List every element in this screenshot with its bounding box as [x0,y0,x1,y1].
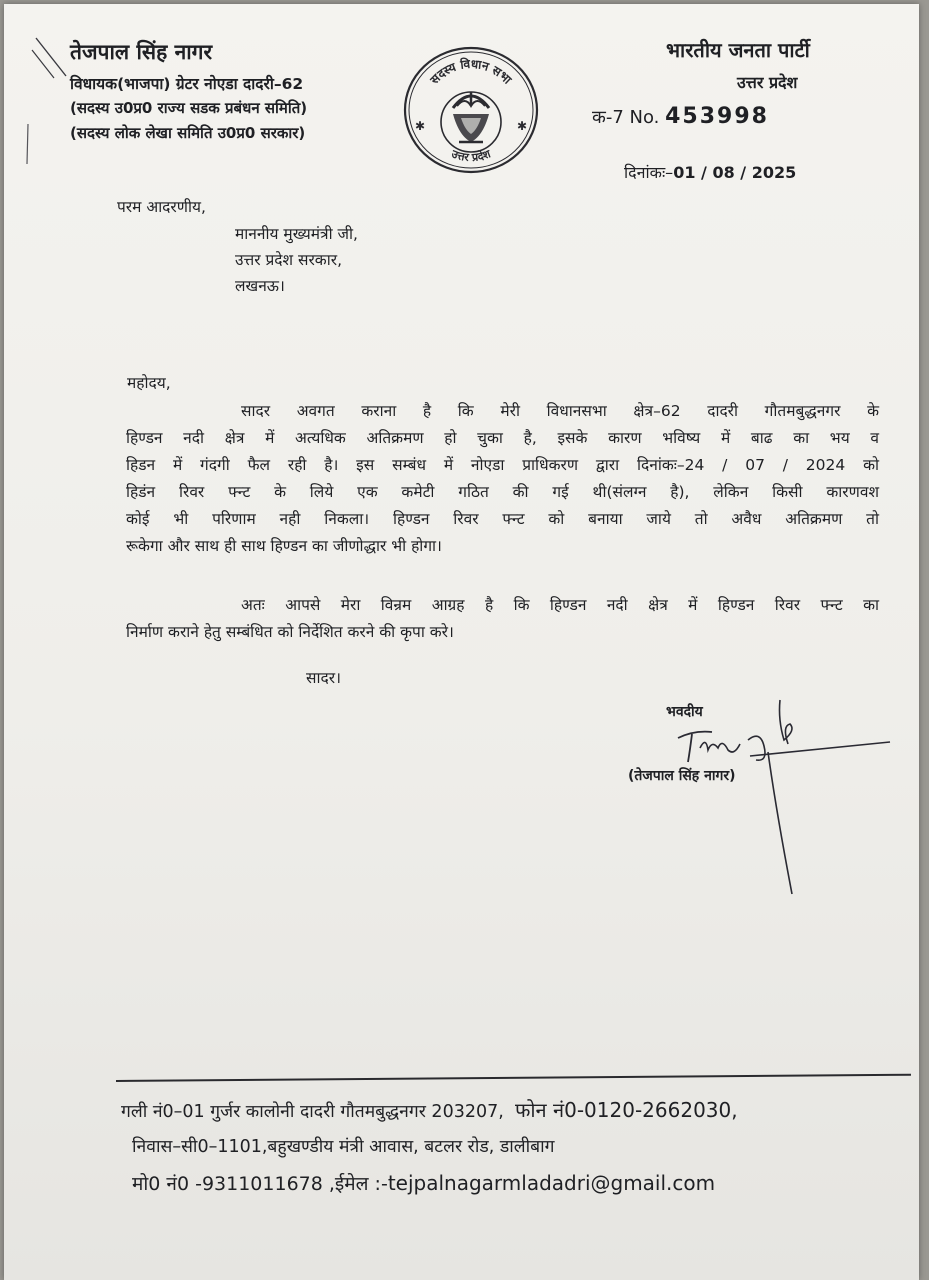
date-label: दिनांकः– [624,163,674,182]
email-address: tejpalnagarmladadri@gmail.com [387,1171,716,1195]
body-paragraph-1 [126,398,879,560]
body-paragraph-2 [126,592,879,646]
reference-serial: 453998 [665,104,769,129]
email-label: ,ईमेल :- [328,1173,388,1195]
body-line: कोई भी परिणाम नही निकला। हिण्डन रिवर फ्न्ट को बनाया जाये तो अवैध अतिक्रमण तो [126,510,879,528]
svg-text:✱: ✱ [517,119,528,133]
svg-text:सदस्य विधान सभा [427,57,515,88]
office-phone: फोन नं0-0120-2662030, [514,1098,738,1122]
party-name: भारतीय जनता पार्टी [666,38,810,62]
closing: सादर। [306,669,341,687]
seal-top-text: सदस्य विधान सभा [427,56,515,87]
mobile-label: मो0 नं0 [132,1173,190,1195]
vidhan-sabha-seal [401,44,541,174]
recipient-line-2: उत्तर प्रदेश सरकार, [235,251,342,269]
body-line: हिडन में गंदगी फैल रही है। इस सम्बंध में नोएडा प्राधिकरण द्वारा दिनांकः–24 / 07 / 2024 को [126,456,879,474]
signatory-name: (तेजपाल सिंह नागर) [628,768,736,784]
body-line: रूकेगा और साथ ही साथ हिण्डन का जीणोद्धार भी होगा। [126,537,442,555]
committee-membership-1: (सदस्य उ0प्र0 राज्य सडक प्रबंधन समिति) [70,99,308,117]
greeting: महोदय, [127,374,171,392]
residence-address: निवास–सी0–1101,बहुखण्डीय मंत्री आवास, बटलर रोड, डालीबाग [132,1137,555,1157]
yours-faithfully: भवदीय [666,704,703,720]
body-line: हिडंन रिवर फ्न्ट के लिये एक कमेटी गठित की गई थी(संलग्न है), लेकिन किसी कारणवश [126,483,879,501]
footer-address-line [121,1096,738,1123]
body-line: निर्माण कराने हेतु सम्बंधित को निर्देशित करने की कृपा करे। [126,623,454,641]
recipient-line-3: लखनऊ। [235,277,285,295]
body-line: सादर अवगत कराना है कि मेरी विधानसभा क्षेत्र–62 दादरी गौतमबुद्धनगर के [241,402,879,420]
party-state: उत्तर प्रदेश [737,73,798,92]
body-line: हिण्डन नदी क्षेत्र में अत्यधिक अतिक्रमण हो चुका है, इसके कारण भविष्य में बाढ का भय व [126,429,879,447]
letter-date [624,161,796,183]
recipient-line-1: माननीय मुख्यमंत्री जी, [235,225,358,243]
svg-text:उत्तर प्रदेश [449,147,493,164]
reference-number [592,104,769,129]
svg-text:✱: ✱ [415,119,426,133]
seal-bottom-text: उत्तर प्रदेश [449,147,493,165]
date-value: 01 / 08 / 2025 [673,163,797,182]
reference-prefix: क-7 No. [592,107,660,128]
letter-sheet [4,4,919,1280]
salutation: परम आदरणीय, [117,198,206,216]
mobile-number: -9311011678 [195,1173,323,1195]
margin-pen-marks [14,32,74,172]
office-address: गली नं0–01 गुर्जर कालोनी दादरी गौतमबुद्धनगर 203207, [121,1102,504,1122]
body-line: अतः आपसे मेरा विन्रम आग्रह है कि हिण्डन नदी क्षेत्र में हिण्डन रिवर फ्न्ट का [241,596,879,614]
committee-membership-2: (सदस्य लोक लेखा समिति उ0प्र0 सरकार) [70,124,306,142]
footer-divider [116,1074,911,1082]
footer-contact-line [132,1170,715,1196]
mla-designation: विधायक(भाजपा) ग्रेटर नोएडा दादरी–62 [70,75,304,93]
handwritten-signature [664,690,904,900]
mla-name: तेजपाल सिंह नागर [70,40,213,64]
